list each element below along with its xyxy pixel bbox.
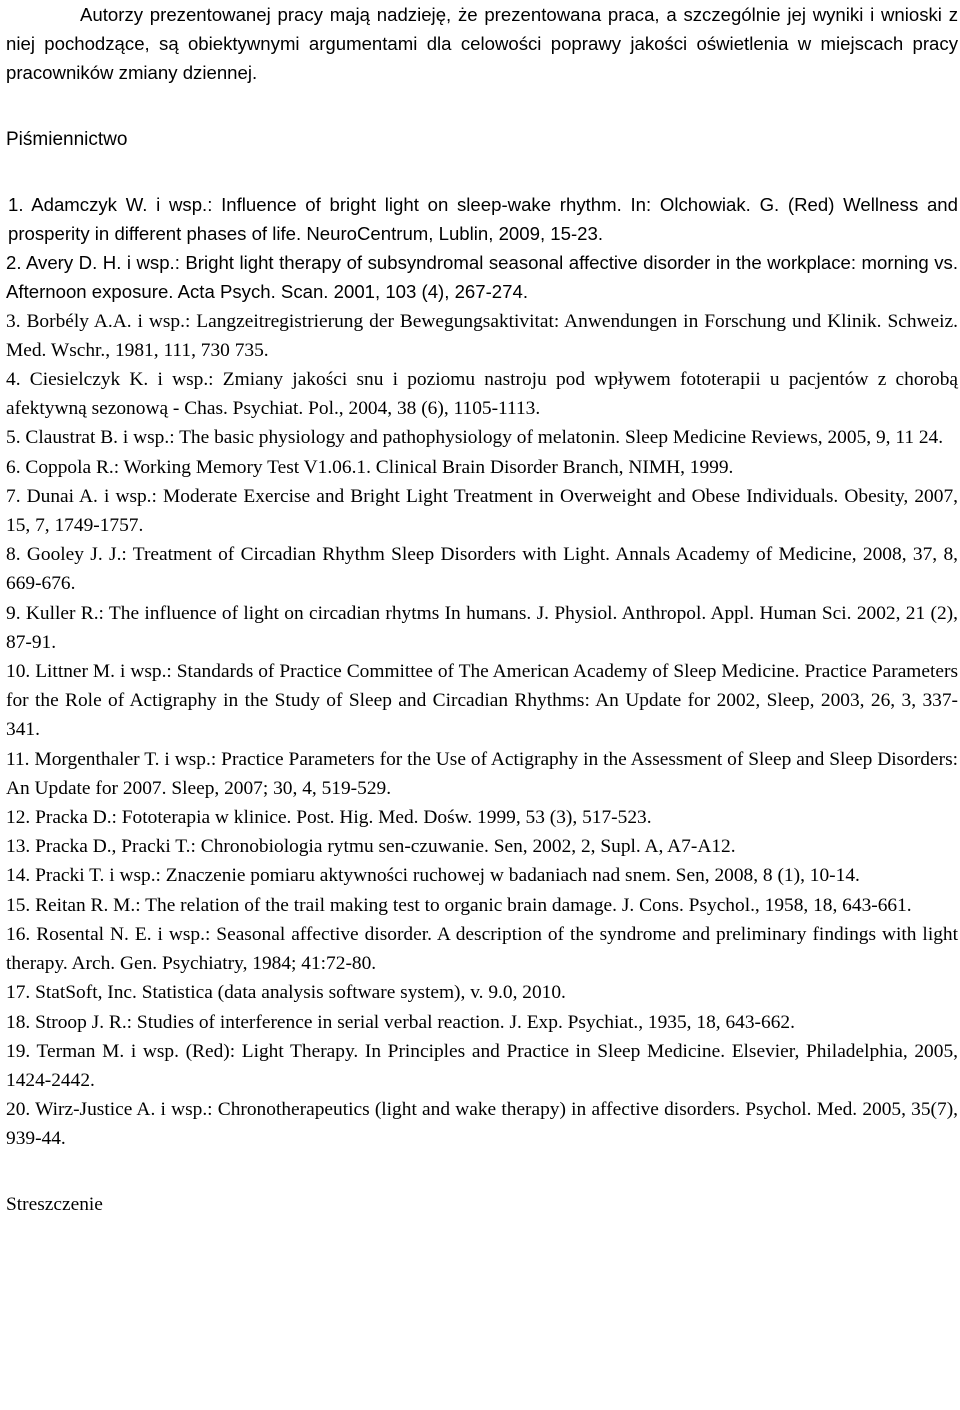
intro-paragraph: Autorzy prezentowanej pracy mają nadzieję, że prezentowana praca, a szczególnie jej wyniki i wnioski z niej pochodzące, są obiektywnymi argumentami dla celowości poprawy jakości oświetlenia w miejscach pracy pracowników zmiany dziennej. [6,4,958,84]
reference-item: 15. Reitan R. M.: The relation of the trail making test to organic brain damage. J. Cons. Psychol., 1958, 18, 643-661. [6,894,912,916]
reference-item: 10. Littner M. i wsp.: Standards of Practice Committee of The American Academy of Sleep Medicine. Practice Parameters for the Role of Actigraphy in the Study of Sleep and Circadian Rhythms: An Update for 2002, Sleep, 2003, 26, 3, 337-341. [6,661,958,741]
reference-item: 9. Kuller R.: The influence of light on circadian rhytms In humans. J. Physiol. Anthropol. Appl. Human Sci. 2002, 21 (2), 87-91. [6,602,958,653]
summary-heading: Streszczenie [6,1193,103,1215]
reference-item: 2. Avery D. H. i wsp.: Bright light therapy of subsyndromal seasonal affective disorder in the workplace: morning vs. Afternoon exposure. Acta Psych. Scan. 2001, 103 (4), 267-274. [6,252,958,303]
document-page [6,0,958,1219]
reference-item: 3. Borbély A.A. i wsp.: Langzeitregistrierung der Bewegungsaktivitat: Anwendungen in Forschung und Klinik. Schweiz. Med. Wschr., 1981, 111, 730 735. [6,310,958,361]
reference-item: 8. Gooley J. J.: Treatment of Circadian Rhythm Sleep Disorders with Light. Annals Academy of Medicine, 2008, 37, 8, 669-676. [6,544,958,595]
reference-item: 20. Wirz-Justice A. i wsp.: Chronotherapeutics (light and wake therapy) in affective disorders. Psychol. Med. 2005, 35(7), 939-44. [6,1099,958,1150]
reference-item: 14. Pracki T. i wsp.: Znaczenie pomiaru aktywności ruchowej w badaniach nad snem. Sen, 2008, 8 (1), 10-14. [6,865,860,887]
reference-item: 19. Terman M. i wsp. (Red): Light Therapy. In Principles and Practice in Sleep Medicine. Elsevier, Philadelphia, 2005, 1424-2442. [6,1040,958,1091]
reference-item: 18. Stroop J. R.: Studies of interference in serial verbal reaction. J. Exp. Psychiat., 1935, 18, 643-662. [6,1011,795,1033]
reference-item: 17. StatSoft, Inc. Statistica (data analysis software system), v. 9.0, 2010. [6,982,566,1004]
reference-item: 5. Claustrat B. i wsp.: The basic physiology and pathophysiology of melatonin. Sleep Medicine Reviews, 2005, 9, 11 24. [6,427,944,449]
references-heading: Piśmiennictwo [6,128,128,150]
reference-item: 11. Morgenthaler T. i wsp.: Practice Parameters for the Use of Actigraphy in the Assessment of Sleep and Sleep Disorders: An Update for 2007. Sleep, 2007; 30, 4, 519-529. [6,748,958,799]
reference-item: 16. Rosental N. E. i wsp.: Seasonal affective disorder. A description of the syndrome and preliminary findings with light therapy. Arch. Gen. Psychiatry, 1984; 41:72-80. [6,923,958,975]
reference-item: 12. Pracka D.: Fototerapia w klinice. Post. Hig. Med. Dośw. 1999, 53 (3), 517-523. [6,807,652,829]
reference-item: 13. Pracka D., Pracki T.: Chronobiologia rytmu sen-czuwanie. Sen, 2002, 2, Supl. A, A7-A12. [6,836,736,858]
reference-item: 4. Ciesielczyk K. i wsp.: Zmiany jakości snu i poziomu nastroju pod wpływem fototerapii u pacjentów z chorobą afektywną sezonową - Chas. Psychiat. Pol., 2004, 38 (6), 1105-1113. [6,369,958,420]
reference-item: 1. Adamczyk W. i wsp.: Influence of bright light on sleep-wake rhythm. In: Olchowiak. G. (Red) Wellness and prosperity in different phases of life. NeuroCentrum, Lublin, 2009, 15-23. [8,193,958,245]
reference-item: 6. Coppola R.: Working Memory Test V1.06.1. Clinical Brain Disorder Branch, NIMH, 1999. [6,456,734,478]
reference-item: 7. Dunai A. i wsp.: Moderate Exercise and Bright Light Treatment in Overweight and Obese Individuals. Obesity, 2007, 15, 7, 1749-1757. [6,485,958,537]
references-list [6,190,958,1154]
